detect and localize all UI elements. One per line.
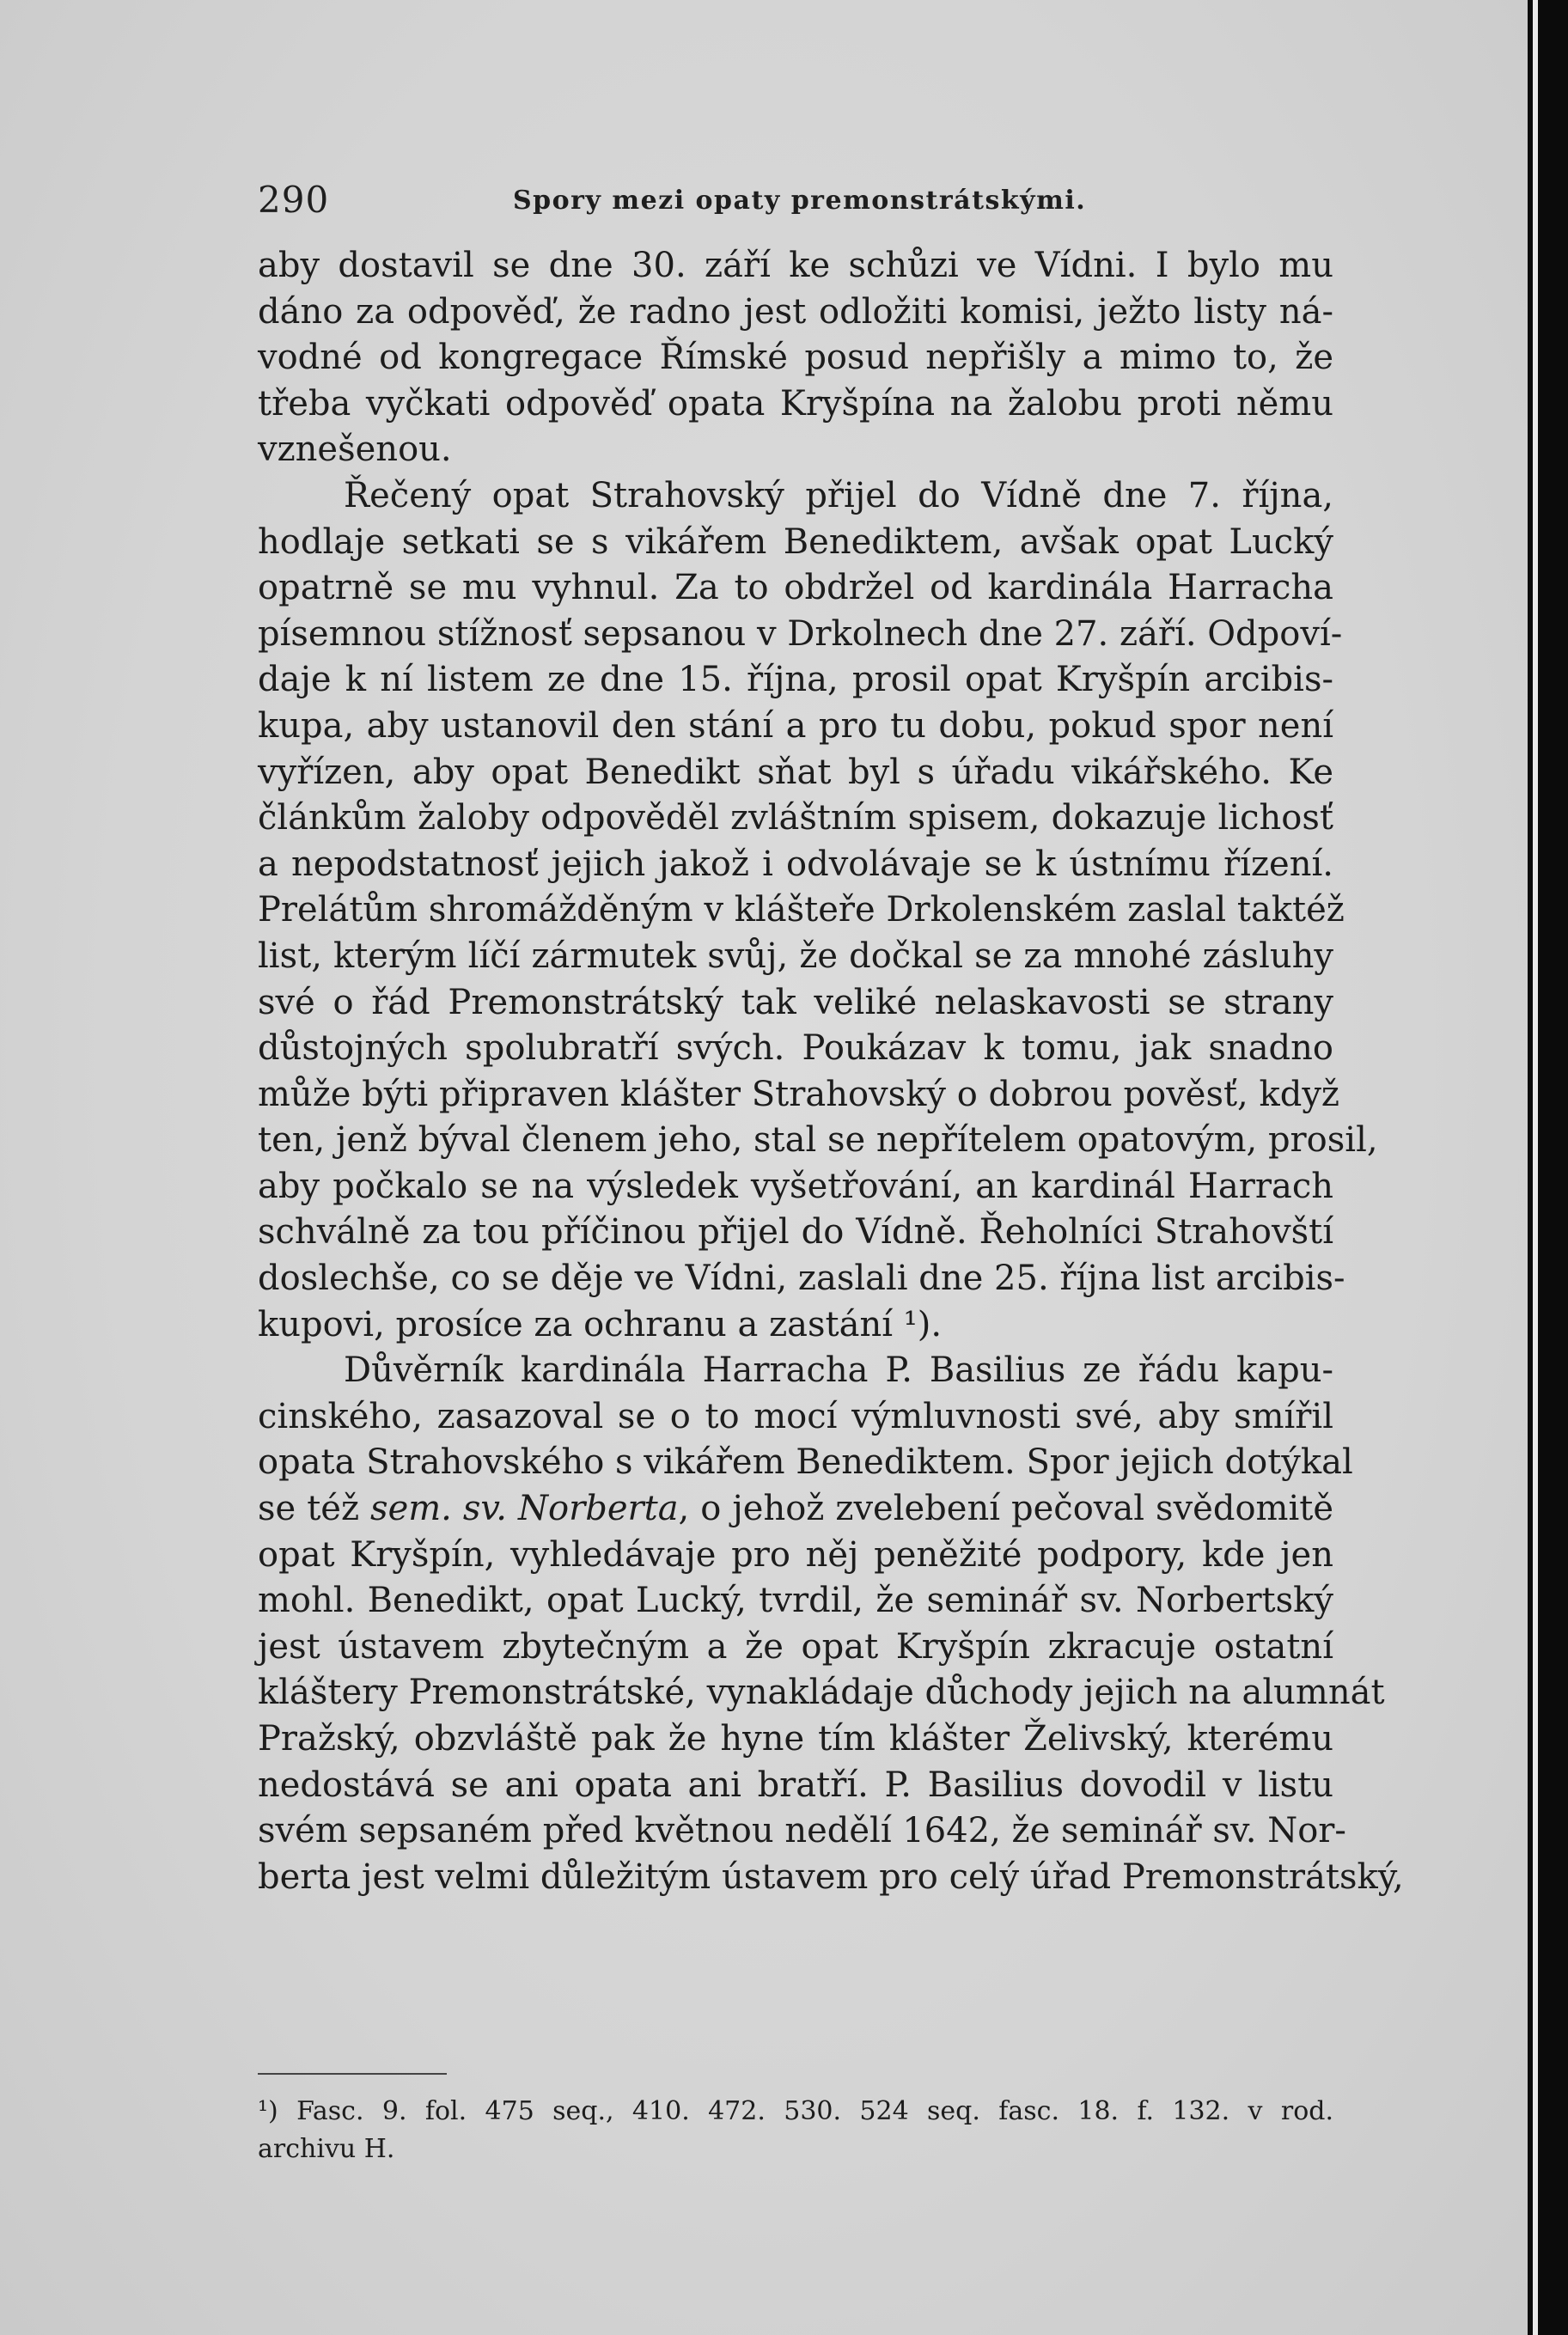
page-number: 290: [258, 179, 330, 221]
text-line: článkům žaloby odpověděl zvláštním spisem, dokazuje lichosť: [258, 798, 1333, 838]
text-line: písemnou stížnosť sepsanou v Drkolnech dne 27. září. Odpoví-: [258, 613, 1343, 654]
text-line: [258, 1302, 1333, 1349]
italic-phrase: sem. sv.: [370, 1489, 507, 1529]
running-head: Spory mezi opaty premonstrátskými.: [513, 186, 1087, 216]
text-line: vyřízen, aby opat Benedikt sňat byl s úřadu vikářského. Ke: [258, 752, 1333, 792]
text-line: [258, 1486, 1333, 1533]
text-line: kláštery Premonstrátské, vynakládaje důchody jejich na alumnát: [258, 1673, 1385, 1713]
text-line: cinského, zasazoval se o to mocí výmluvnosti své, aby smířil: [258, 1396, 1333, 1436]
text-line: doslechše, co se děje ve Vídni, zaslali dne 25. října list arcibis-: [258, 1259, 1345, 1299]
text-line: berta jest velmi důležitým ústavem pro celý úřad Premonstrátský,: [258, 1856, 1404, 1897]
page-header: [258, 179, 1349, 230]
text-line: Důvěrník kardinála Harracha P. Basilius ze řádu kapu-: [344, 1350, 1333, 1391]
text-line: může býti připraven klášter Strahovský o dobrou pověsť, když: [258, 1074, 1340, 1114]
text-line: kupa, aby ustanovil den stání a pro tu dobu, pokud spor není: [258, 705, 1333, 746]
text-line: a nepodstatnosť jejich jakož i odvolávaje se k ústnímu řízení.: [258, 844, 1333, 884]
text-line-content: kupovi, prosíce za ochranu a zastání: [258, 1304, 894, 1344]
text-line: své o řád Premonstrátský tak veliké nelaskavosti se strany: [258, 982, 1333, 1022]
text-line: jest ústavem zbytečným a že opat Kryšpín zkracuje ostatní: [258, 1626, 1333, 1667]
text-line: nedostává se ani opata ani bratří. P. Basilius dovodil v listu: [258, 1765, 1333, 1805]
body-text: [258, 243, 1404, 1900]
footnote: [258, 2093, 1333, 2168]
text-line-content: , o jehož zvelebení pečoval svědomitě: [678, 1489, 1333, 1529]
text-line: dáno za odpověď, že radno jest odložiti komisi, ježto listy ná-: [258, 291, 1333, 332]
footnote-divider: [258, 2073, 447, 2075]
text-line: třeba vyčkati odpověď opata Kryšpína na žalobu proti němu: [258, 383, 1333, 424]
text-line: důstojných spolubratří svých. Poukázav k tomu, jak snadno: [258, 1028, 1333, 1069]
text-line: mohl. Benedikt, opat Lucký, tvrdil, že seminář sv. Norbertský: [258, 1581, 1333, 1621]
text-line: opatrně se mu vyhnul. Za to obdržel od kardinála Harracha: [258, 568, 1333, 608]
scan-border: [1528, 0, 1568, 2335]
text-line: svém sepsaném před květnou nedělí 1642, že seminář sv. Nor-: [258, 1811, 1346, 1851]
text-line: list, kterým líčí zármutek svůj, že dočkal se za mnohé zásluhy: [258, 936, 1333, 976]
text-line: aby dostavil se dne 30. září ke schůzi ve Vídni. I bylo mu: [258, 246, 1333, 285]
footnote-line: [258, 2093, 1333, 2131]
text-line: vznešenou.: [258, 430, 452, 470]
text-line: Řečený opat Strahovský přijel do Vídně dne 7. října,: [344, 475, 1333, 515]
italic-phrase: Norberta: [518, 1489, 679, 1529]
text-line: Pražský, obzvláště pak že hyne tím klášter Želivský, kterému: [258, 1719, 1333, 1759]
scan-edge-line: [1533, 0, 1538, 2335]
text-line: schválně za tou příčinou přijel do Vídně. Řeholníci Strahovští: [258, 1212, 1333, 1253]
text-line: hodlaje setkati se s vikářem Benediktem, avšak opat Lucký: [258, 521, 1333, 562]
text-line-content: se též: [258, 1489, 360, 1529]
text-line: Prelátům shromážděným v klášteře Drkolenském zaslal taktéž: [258, 890, 1345, 930]
footnote-line: archivu H.: [258, 2134, 395, 2164]
text-line: daje k ní listem ze dne 15. října, prosil opat Kryšpín arcibis-: [258, 660, 1333, 700]
footnote-reference: ¹).: [903, 1304, 943, 1344]
text-line: ten, jenž býval členem jeho, stal se nepřítelem opatovým, prosil,: [258, 1120, 1378, 1161]
footnote-text: Fasc. 9. fol. 475 seq., 410. 472. 530. 524 seq. fasc. 18. f. 132. v rod.: [296, 2096, 1333, 2126]
text-line: opat Kryšpín, vyhledávaje pro něj peněžité podpory, kde jen: [258, 1534, 1333, 1575]
text-line: vodné od kongregace Římské posud nepřišly a mimo to, že: [258, 338, 1333, 378]
text-line: opata Strahovského s vikářem Benediktem. Spor jejich dotýkal: [258, 1442, 1353, 1483]
footnote-marker: ¹): [258, 2096, 278, 2126]
text-line: aby počkalo se na výsledek vyšetřování, an kardinál Harrach: [258, 1166, 1333, 1206]
